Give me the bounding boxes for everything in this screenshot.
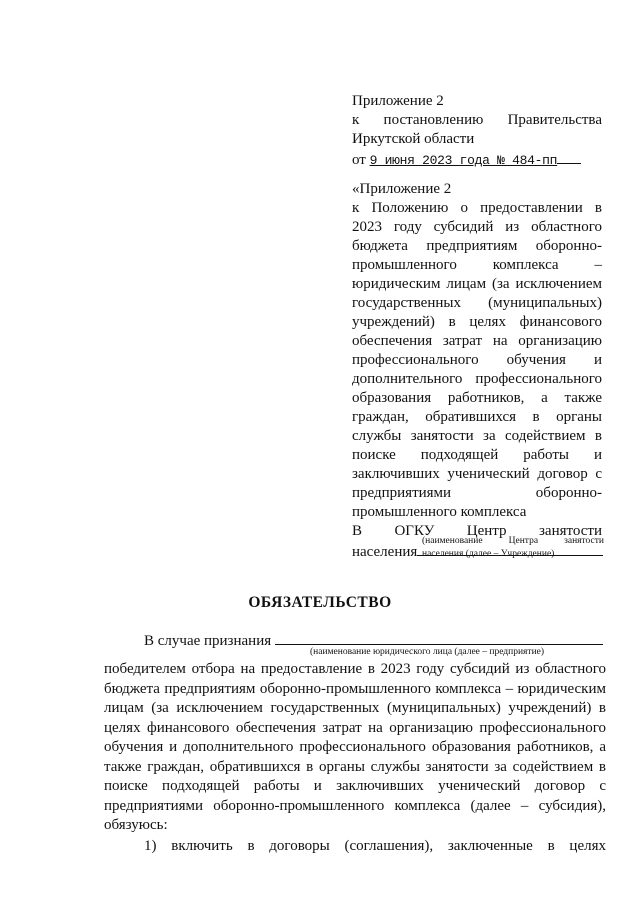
appendix-body-line: государственных (муниципальных) (352, 295, 602, 311)
appendix-header (352, 92, 602, 170)
addressee-line: В ОГКУ Центр занятости (352, 523, 602, 539)
appendix-body-line: образования работников, а также (352, 390, 602, 406)
center-note-line2: населения (далее – Учреждение) (422, 549, 555, 559)
paragraph-line: лицам (за исключением государственных (муниципальных) учреждений) в (104, 700, 606, 716)
appendix-body-line: учреждений) в целях финансового (352, 314, 602, 330)
list-item-1 (144, 837, 606, 857)
appendix-body-line: службы занятости за содействием в (352, 428, 602, 444)
paragraph-line: обязуюсь: (104, 817, 168, 833)
appendix-body-line: промышленного комплекса – (352, 257, 602, 273)
appendix-body-line: промышленного комплекса (352, 504, 527, 520)
center-name-note (422, 535, 604, 561)
appendix-body-line: граждан, обратившихся в органы (352, 409, 602, 425)
appendix-body-line: дополнительного профессионального (352, 371, 602, 387)
center-note-line1: (наименование Центра занятости (422, 536, 604, 546)
appendix-header-decree-word: постановлению (383, 112, 484, 128)
appendix-header-line1: Приложение 2 (352, 93, 444, 109)
paragraph-line: целях финансового обеспечения затрат на организацию профессионального (104, 719, 606, 736)
paragraph-line: бюджета предприятиям оборонно-промышленного комплекса – юридическим (104, 680, 606, 697)
population-label: населения (352, 544, 418, 560)
appendix-body-line: заключивших ученический договор с (352, 466, 602, 482)
appendix-body-line: обеспечения затрат на организацию (352, 333, 602, 349)
appendix-header-region: Иркутской области (352, 131, 475, 147)
decree-number: 9 июня 2023 года № 484-пп (369, 153, 558, 168)
appendix-body-line: «Приложение 2 (352, 181, 452, 197)
appendix-body-line: бюджета предприятиям оборонно- (352, 238, 602, 254)
appendix-body-line: юридическим лицам (за исключением (352, 276, 602, 292)
paragraph-line: также граждан, обратившихся в органы службы занятости за содействием в (104, 758, 606, 775)
appendix-body-line: к Положению о предоставлении в (352, 200, 602, 216)
list-item-text: 1) включить в договоры (соглашения), заключенные в целях (144, 838, 606, 854)
intro-text: В случае признания (144, 633, 272, 649)
document-title: ОБЯЗАТЕЛЬСТВО (248, 594, 392, 611)
paragraph-line: победителем отбора на предоставление в 2023 году субсидий из областного (104, 661, 606, 677)
appendix-body-line: 2023 году субсидий из областного (352, 219, 602, 235)
appendix-header-from: от (352, 152, 366, 168)
enterprise-name-note: (наименование юридического лица (далее – предприятие) (310, 647, 545, 657)
main-paragraph (104, 660, 606, 836)
decree-underline (557, 149, 581, 164)
paragraph-line: обучения и дополнительного профессионального образования работников, а (104, 739, 606, 755)
appendix-body (352, 180, 602, 562)
appendix-body-line: поиске подходящей работы и (352, 447, 602, 463)
appendix-header-k: к (352, 112, 360, 128)
appendix-header-government: Правительства (507, 112, 602, 128)
appendix-body-line: предприятиями оборонно- (352, 485, 602, 501)
appendix-header-line2 (352, 111, 602, 130)
enterprise-name-field[interactable] (275, 630, 603, 645)
paragraph-line: предприятиями оборонно-промышленного комплекса (далее – субсидия), (104, 797, 606, 814)
appendix-header-date-line (352, 149, 602, 170)
appendix-body-line: профессионального обучения и (352, 352, 602, 368)
paragraph-line: поиске подходящей работы и заключивших ученический договор с (104, 778, 606, 794)
